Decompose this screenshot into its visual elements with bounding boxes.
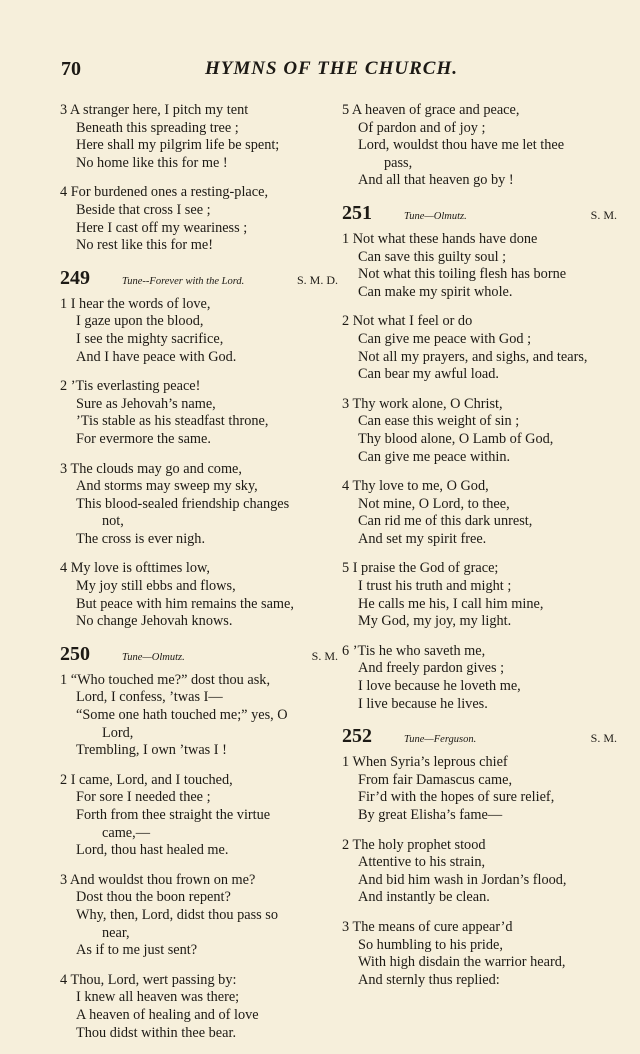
verse-line: I gaze upon the blood,	[76, 313, 204, 330]
verse-line: came,—	[102, 824, 151, 841]
verse-line: Lord, thou hast healed me.	[76, 842, 229, 859]
verse	[342, 396, 617, 466]
tune-name: Tune--Forever with the Lord.	[122, 275, 245, 287]
verse-line: Can rid me of this dark unrest,	[358, 513, 533, 530]
verse-line: “Some one hath touched me;” yes, O	[76, 707, 288, 724]
verse-line: For evermore the same.	[76, 430, 211, 447]
verse-line: Of pardon and of joy ;	[358, 119, 486, 136]
verse	[60, 102, 338, 172]
verse-line: 3 The clouds may go and come,	[60, 460, 242, 477]
verse	[60, 560, 338, 630]
verse-line: Forth from thee straight the virtue	[76, 807, 271, 823]
verse-line: Beside that cross I see ;	[76, 201, 211, 218]
verse	[60, 672, 338, 760]
verse	[342, 478, 617, 548]
verse-line: ’Tis stable as his steadfast throne,	[76, 413, 269, 430]
verse-line: 1 Not what these hands have done	[342, 230, 538, 247]
verse	[342, 919, 617, 989]
meter: S. M.	[311, 648, 338, 663]
verse-line: 3 The means of cure appear’d	[342, 918, 513, 935]
verse-line: near,	[102, 924, 130, 941]
meter: S. M. D.	[296, 272, 338, 287]
hymn-252-header	[342, 725, 617, 748]
verse-line: Lord, wouldst thou have me let thee	[358, 137, 565, 154]
verse	[60, 184, 338, 254]
left-column	[60, 102, 338, 1054]
verse-line: Sure as Jehovah’s name,	[76, 395, 216, 412]
verse-line: 3 Thy work alone, O Christ,	[342, 395, 503, 412]
continued-verses	[342, 102, 617, 190]
hymn-251-header	[342, 202, 617, 225]
verse-line: not,	[102, 513, 124, 530]
running-head-title: HYMNS OF THE CHURCH.	[205, 58, 458, 79]
verse-line: Not mine, O Lord, to thee,	[358, 495, 510, 512]
verse	[60, 461, 338, 549]
verse-line: 1 When Syria’s leprous chief	[342, 754, 508, 771]
verse	[342, 102, 617, 190]
verse-line: No rest like this for me!	[76, 237, 213, 254]
verse-line: Can give me peace within.	[358, 448, 511, 465]
verse-line: Not what this toiling flesh has borne	[358, 266, 567, 283]
verse-line: Can ease this weight of sin ;	[358, 413, 520, 430]
verse-line: And sternly thus replied:	[358, 971, 500, 988]
verse-line: A heaven of healing and of love	[76, 1006, 259, 1023]
verse-line: And all that heaven go by !	[358, 172, 514, 189]
continued-verses	[60, 102, 338, 255]
hymn-249-verses	[60, 296, 338, 631]
verse-line: 1 “Who touched me?” dost thou ask,	[60, 671, 271, 688]
hymn-number: 250	[60, 642, 90, 665]
verse-line: So humbling to his pride,	[358, 936, 503, 953]
verse-line: Trembling, I own ’twas I !	[76, 742, 227, 759]
verse-line: 5 I praise the God of grace;	[342, 560, 499, 577]
verse	[342, 754, 617, 824]
verse-line: Not all my prayers, and sighs, and tears,	[358, 348, 588, 365]
verse	[60, 378, 338, 448]
verse-line: With high disdain the warrior heard,	[358, 954, 566, 971]
verse-line: By great Elisha’s fame—	[358, 807, 503, 823]
meter: S. M.	[590, 731, 617, 746]
verse	[342, 837, 617, 907]
verse-line: Lord, I confess, ’twas I—	[76, 689, 223, 706]
verse-line: 5 A heaven of grace and peace,	[342, 102, 520, 118]
meter: S. M.	[590, 207, 617, 222]
verse	[342, 231, 617, 301]
verse-line: 3 A stranger here, I pitch my tent	[60, 102, 249, 118]
verse-line: Can bear my awful load.	[358, 366, 499, 383]
verse-line: 4 For burdened ones a resting-place,	[60, 184, 269, 201]
verse-line: 2 ’Tis everlasting peace!	[60, 378, 201, 395]
verse-line: As if to me just sent?	[76, 942, 198, 959]
verse	[60, 772, 338, 860]
verse-line: I love because he loveth me,	[358, 678, 521, 695]
hymn-251-verses	[342, 231, 617, 713]
verse-line: 2 I came, Lord, and I touched,	[60, 771, 233, 788]
verse	[60, 872, 338, 960]
verse-line: No change Jehovah knows.	[76, 613, 233, 630]
verse-line: Can save this guilty soul ;	[358, 248, 507, 265]
verse-line: And bid him wash in Jordan’s flood,	[358, 871, 567, 888]
tune-name: Tune—Olmutz.	[122, 651, 185, 663]
hymn-250-header	[60, 643, 338, 666]
verse	[342, 560, 617, 630]
verse-line: Attentive to his strain,	[358, 854, 486, 871]
verse-line: I live because he lives.	[358, 695, 488, 712]
hymn-249-header	[60, 267, 338, 290]
verse-line: 4 Thy love to me, O God,	[342, 478, 489, 495]
verse-line: Thou didst within thee bear.	[76, 1024, 237, 1041]
tune-name: Tune—Olmutz.	[404, 210, 467, 222]
verse-line: He calls me his, I call him mine,	[358, 595, 544, 612]
verse-line: Can give me peace with God ;	[358, 330, 532, 347]
right-column	[342, 102, 617, 1001]
verse-line: And set my spirit free.	[358, 530, 487, 547]
hymn-number: 251	[342, 201, 372, 224]
verse	[342, 643, 617, 713]
tune-name: Tune—Ferguson.	[404, 734, 477, 746]
verse-line: Lord,	[102, 724, 134, 741]
verse-line: But peace with him remains the same,	[76, 595, 294, 612]
verse-line: 4 My love is ofttimes low,	[60, 560, 210, 577]
verse-line: From fair Damascus came,	[358, 771, 513, 788]
verse-line: 4 Thou, Lord, wert passing by:	[60, 971, 237, 988]
page-number: 70	[61, 58, 81, 80]
verse-line: Can make my spirit whole.	[358, 283, 513, 300]
verse-line: I trust his truth and might ;	[358, 578, 512, 595]
verse-line: Why, then, Lord, didst thou pass so	[76, 906, 278, 923]
verse-line: Fir’d with the hopes of sure relief,	[358, 789, 555, 806]
verse	[60, 972, 338, 1042]
verse-line: Here I cast off my weariness ;	[76, 219, 248, 236]
verse-line: 3 And wouldst thou frown on me?	[60, 871, 256, 888]
verse-line: For sore I needed thee ;	[76, 789, 211, 806]
verse-line: Dost thou the boon repent?	[76, 889, 231, 906]
verse-line: Here shall my pilgrim life be spent;	[76, 137, 280, 154]
verse-line: pass,	[384, 154, 413, 171]
verse-line: 1 I hear the words of love,	[60, 295, 211, 312]
verse-line: 6 ’Tis he who saveth me,	[342, 642, 486, 659]
verse-line: This blood-sealed friendship changes	[76, 495, 290, 512]
verse-line: 2 The holy prophet stood	[342, 836, 486, 853]
verse-line: My God, my joy, my light.	[358, 613, 512, 630]
verse-line: My joy still ebbs and flows,	[76, 578, 236, 595]
hymn-number: 252	[342, 725, 372, 748]
hymn-number: 249	[60, 266, 90, 289]
verse-line: And instantly be clean.	[358, 889, 490, 906]
verse-line: Beneath this spreading tree ;	[76, 119, 239, 136]
verse-line: And storms may sweep my sky,	[76, 478, 258, 495]
hymn-250-verses	[60, 672, 338, 1042]
verse-line: No home like this for me !	[76, 154, 228, 171]
verse	[60, 296, 338, 366]
verse-line: The cross is ever nigh.	[76, 530, 206, 547]
verse-line: Thy blood alone, O Lamb of God,	[358, 430, 554, 447]
verse	[342, 313, 617, 383]
verse-line: I knew all heaven was there;	[76, 989, 240, 1006]
hymn-252-verses	[342, 754, 617, 989]
verse-line: 2 Not what I feel or do	[342, 313, 473, 330]
verse-line: And I have peace with God.	[76, 348, 237, 365]
verse-line: And freely pardon gives ;	[358, 660, 505, 677]
verse-line: I see the mighty sacrifice,	[76, 330, 224, 347]
